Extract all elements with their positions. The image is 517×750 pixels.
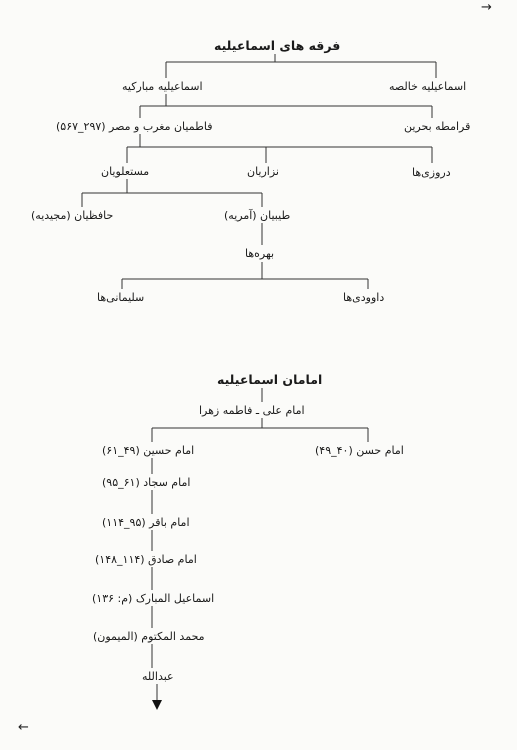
node-fatemiyan: فاطمیان مغرب و مصر (۲۹۷_۵۶۷) xyxy=(56,120,213,133)
node-hosein: امام حسین (۴۹_۶۱) xyxy=(102,444,195,457)
node-nezari: نزاریان xyxy=(247,165,279,178)
node-khalese: اسماعیلیه خالصه xyxy=(389,80,467,93)
node-mobarake: اسماعیلیه مبارکیه xyxy=(122,80,203,93)
node-ali: امام علی ـ فاطمه زهرا xyxy=(199,404,305,417)
node-druze: دروزی‌ها xyxy=(412,166,451,179)
sects-title: فرقه های اسماعیلیه xyxy=(214,38,341,53)
prev-page-arrow-icon[interactable]: ← xyxy=(18,720,29,735)
down-arrow-icon xyxy=(152,700,162,710)
node-sadeq: امام صادق (۱۱۴_۱۴۸) xyxy=(95,553,197,566)
node-mohammad: محمد المکتوم (المیمون) xyxy=(93,630,205,643)
node-soleymani: سلیمانی‌ها xyxy=(97,291,145,304)
node-qaramete: قرامطه بحرین xyxy=(404,120,471,133)
node-esmail: اسماعیل المبارک (م: ۱۳۶) xyxy=(92,592,215,605)
next-page-arrow-icon[interactable]: → xyxy=(481,0,492,15)
node-hafezi: حافظیان (مجیدیه) xyxy=(31,209,114,222)
node-abdollah: عبدالله xyxy=(142,670,174,683)
node-bohra: بهره‌ها xyxy=(245,247,275,260)
node-tayyebi: طیبیان (آمریه) xyxy=(224,209,291,222)
node-hasan: امام حسن (۴۰_۴۹) xyxy=(315,444,404,457)
node-sajjad: امام سجاد (۶۱_۹۵) xyxy=(102,476,191,489)
node-davoodi: داوودی‌ها xyxy=(343,291,385,304)
imams-title: امامان اسماعیلیه xyxy=(217,372,323,387)
node-baqer: امام باقر (۹۵_۱۱۴) xyxy=(102,516,190,529)
node-mostali: مستعلویان xyxy=(101,165,150,178)
